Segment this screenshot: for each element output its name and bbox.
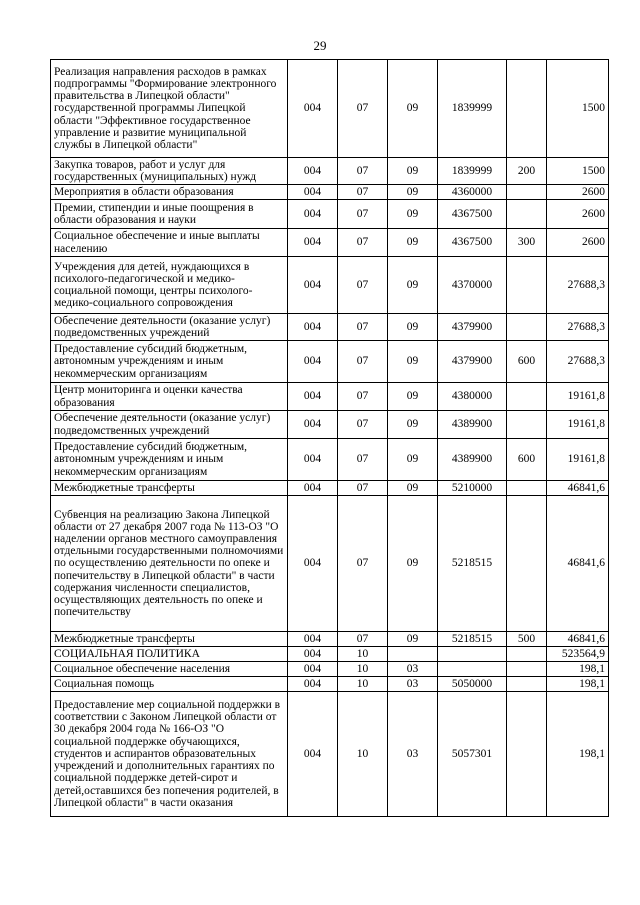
cell-section: 07 [338,439,388,481]
cell-admin: 004 [288,439,338,481]
cell-admin: 004 [288,158,338,185]
cell-amount: 198,1 [547,662,609,677]
cell-name: Реализация направления расходов в рамках подпрограммы "Формирование электронного правительства в Липецкой области" государственной программы Липецкой области "Эффективное государственное управление и развитие муниципальной службы в Липецкой области" [51,60,288,158]
table-row [51,341,609,383]
cell-article: 1839999 [438,60,507,158]
table-row [51,692,609,817]
cell-amount: 1500 [547,60,609,158]
cell-section: 07 [338,229,388,257]
cell-section: 07 [338,341,388,383]
table-row [51,411,609,439]
cell-name: Социальная помощь [51,677,288,692]
cell-type [507,692,547,817]
cell-admin: 004 [288,647,338,662]
cell-admin: 004 [288,229,338,257]
cell-type: 600 [507,439,547,481]
cell-article: 4367500 [438,229,507,257]
cell-amount: 1500 [547,158,609,185]
cell-admin: 004 [288,60,338,158]
cell-type: 300 [507,229,547,257]
budget-table [50,59,609,817]
cell-section: 10 [338,647,388,662]
cell-admin: 004 [288,632,338,647]
cell-article: 4389900 [438,439,507,481]
cell-admin: 004 [288,257,338,314]
cell-admin: 004 [288,496,338,632]
table-row [51,314,609,341]
cell-name: СОЦИАЛЬНАЯ ПОЛИТИКА [51,647,288,662]
cell-name: Социальное обеспечение и иные выплаты населению [51,229,288,257]
cell-type [507,60,547,158]
cell-section: 07 [338,383,388,411]
table-row [51,647,609,662]
cell-amount: 46841,6 [547,632,609,647]
cell-type [507,496,547,632]
cell-subsection: 03 [388,692,438,817]
cell-type: 200 [507,158,547,185]
cell-admin: 004 [288,677,338,692]
table-row [51,158,609,185]
cell-admin: 004 [288,411,338,439]
cell-amount: 19161,8 [547,411,609,439]
cell-section: 07 [338,481,388,496]
table-row [51,662,609,677]
cell-name: Закупка товаров, работ и услуг для государственных (муниципальных) нужд [51,158,288,185]
cell-amount: 198,1 [547,677,609,692]
cell-name: Обеспечение деятельности (оказание услуг) подведомственных учреждений [51,411,288,439]
cell-type [507,200,547,229]
cell-type [507,185,547,200]
cell-article: 4389900 [438,411,507,439]
cell-type [507,383,547,411]
cell-name: Обеспечение деятельности (оказание услуг) подведомственных учреждений [51,314,288,341]
table-row [51,677,609,692]
cell-admin: 004 [288,314,338,341]
cell-subsection: 09 [388,314,438,341]
cell-amount: 523564,9 [547,647,609,662]
cell-amount: 19161,8 [547,439,609,481]
cell-subsection: 09 [388,383,438,411]
cell-amount: 198,1 [547,692,609,817]
table-row [51,383,609,411]
cell-subsection: 09 [388,341,438,383]
table-row [51,60,609,158]
cell-article: 4379900 [438,341,507,383]
cell-article: 4380000 [438,383,507,411]
cell-name: Межбюджетные трансферты [51,481,288,496]
cell-subsection: 03 [388,677,438,692]
cell-type [507,314,547,341]
cell-type [507,662,547,677]
cell-name: Предоставление мер социальной поддержки в соответствии с Законом Липецкой области от 30 декабря 2004 года № 166-ОЗ "О социальной поддержке обучающихся, студентов и аспирантов образовательных учреждений и дополнительных гарантиях по социальной поддержке детей-сирот и детей,оставшихся без попечения родителей, в Липецкой области" в части оказания [51,692,288,817]
cell-subsection: 09 [388,481,438,496]
cell-subsection: 09 [388,200,438,229]
table-row [51,229,609,257]
table-row [51,496,609,632]
cell-subsection [388,647,438,662]
cell-type: 500 [507,632,547,647]
cell-amount: 2600 [547,200,609,229]
cell-subsection: 09 [388,158,438,185]
budget-table-body [51,60,609,817]
cell-admin: 004 [288,341,338,383]
table-row [51,185,609,200]
cell-article: 5218515 [438,632,507,647]
cell-amount: 27688,3 [547,257,609,314]
cell-admin: 004 [288,383,338,411]
cell-section: 10 [338,677,388,692]
cell-subsection: 09 [388,439,438,481]
cell-article: 4370000 [438,257,507,314]
cell-type: 600 [507,341,547,383]
cell-section: 07 [338,314,388,341]
cell-article: 1839999 [438,158,507,185]
cell-subsection: 09 [388,229,438,257]
cell-article: 4360000 [438,185,507,200]
cell-subsection: 09 [388,185,438,200]
cell-section: 07 [338,158,388,185]
cell-amount: 46841,6 [547,496,609,632]
cell-type [507,677,547,692]
cell-type [507,257,547,314]
cell-admin: 004 [288,481,338,496]
cell-name: Предоставление субсидий бюджетным, автономным учреждениям и иным некоммерческим организациям [51,439,288,481]
cell-article: 5050000 [438,677,507,692]
cell-type [507,481,547,496]
cell-article [438,662,507,677]
cell-admin: 004 [288,200,338,229]
cell-section: 07 [338,60,388,158]
cell-name: Центр мониторинга и оценки качества образования [51,383,288,411]
table-row [51,632,609,647]
cell-amount: 19161,8 [547,383,609,411]
cell-admin: 004 [288,662,338,677]
cell-admin: 004 [288,185,338,200]
cell-amount: 2600 [547,185,609,200]
cell-section: 10 [338,692,388,817]
cell-section: 07 [338,632,388,647]
cell-amount: 27688,3 [547,314,609,341]
cell-subsection: 09 [388,496,438,632]
cell-section: 07 [338,185,388,200]
cell-type [507,647,547,662]
cell-section: 07 [338,411,388,439]
cell-subsection: 09 [388,632,438,647]
cell-amount: 27688,3 [547,341,609,383]
cell-name: Мероприятия в области образования [51,185,288,200]
table-row [51,439,609,481]
cell-section: 07 [338,200,388,229]
table-row [51,200,609,229]
cell-subsection: 09 [388,60,438,158]
cell-section: 07 [338,257,388,314]
cell-subsection: 03 [388,662,438,677]
cell-name: Субвенция на реализацию Закона Липецкой области от 27 декабря 2007 года № 113-ОЗ "О наделении органов местного самоуправления отдельными государственными полномочиями по осуществлению деятельности по опеке и попечительству в Липецкой области" в части содержания численности специалистов, осуществляющих деятельность по опеке и попечительству [51,496,288,632]
cell-article: 4367500 [438,200,507,229]
cell-amount: 46841,6 [547,481,609,496]
cell-subsection: 09 [388,411,438,439]
page-number: 29 [313,38,327,53]
cell-section: 07 [338,496,388,632]
cell-amount: 2600 [547,229,609,257]
cell-name: Учреждения для детей, нуждающихся в психолого-педагогической и медико-социальной помощи, центры психолого-медико-социального сопровождения [51,257,288,314]
table-row [51,257,609,314]
cell-article: 5210000 [438,481,507,496]
cell-article: 5218515 [438,496,507,632]
cell-name: Межбюджетные трансферты [51,632,288,647]
cell-article: 4379900 [438,314,507,341]
cell-name: Социальное обеспечение населения [51,662,288,677]
cell-article [438,647,507,662]
cell-type [507,411,547,439]
cell-article: 5057301 [438,692,507,817]
cell-admin: 004 [288,692,338,817]
cell-section: 10 [338,662,388,677]
cell-name: Предоставление субсидий бюджетным, автономным учреждениям и иным некоммерческим организациям [51,341,288,383]
cell-subsection: 09 [388,257,438,314]
cell-name: Премии, стипендии и иные поощрения в области образования и науки [51,200,288,229]
table-row [51,481,609,496]
